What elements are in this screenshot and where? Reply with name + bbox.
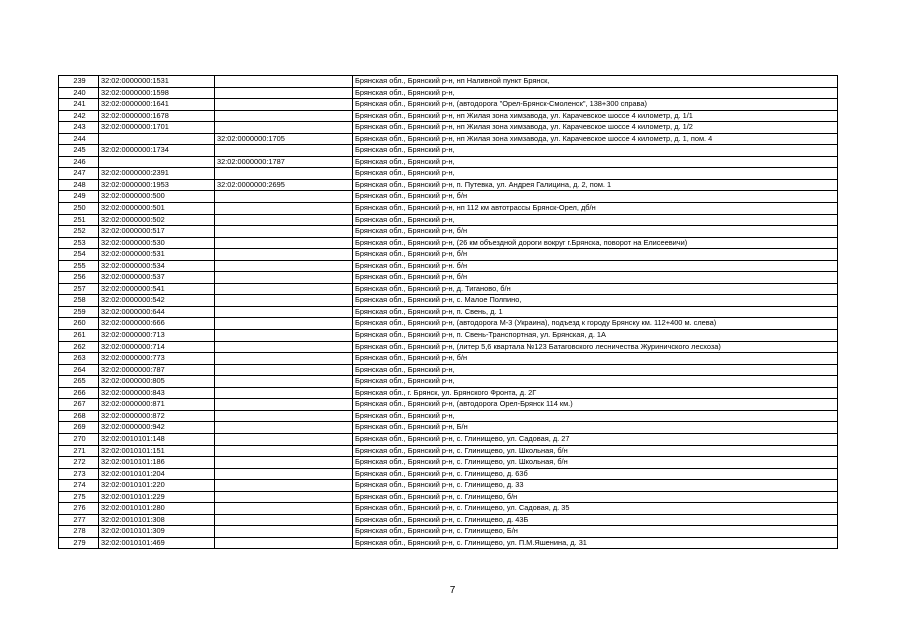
linked-cadastral-number-cell xyxy=(215,491,353,503)
row-number-cell: 247 xyxy=(59,168,99,180)
address-cell: Брянская обл., Брянский р-н, с. Глинищево, ул. П.М.Яшенина, д. 31 xyxy=(353,537,838,549)
table-row xyxy=(59,145,838,157)
table-row xyxy=(59,295,838,307)
linked-cadastral-number-cell xyxy=(215,503,353,515)
linked-cadastral-number-cell xyxy=(215,318,353,330)
cadastral-number-cell: 32:02:0000000:542 xyxy=(99,295,215,307)
table-row xyxy=(59,99,838,111)
address-cell: Брянская обл., Брянский р-н, (автодорога М-3 (Украина), подъезд к городу Брянску км. 112+400 м. слева) xyxy=(353,318,838,330)
row-number-cell: 273 xyxy=(59,468,99,480)
table-row xyxy=(59,422,838,434)
address-cell: Брянская обл., Брянский р-н, нп Жилая зона химзавода, ул. Карачевское шоссе 4 километр, д. 1, пом. 4 xyxy=(353,133,838,145)
row-number-cell: 263 xyxy=(59,353,99,365)
linked-cadastral-number-cell xyxy=(215,87,353,99)
row-number-cell: 256 xyxy=(59,272,99,284)
row-number-cell: 246 xyxy=(59,156,99,168)
linked-cadastral-number-cell xyxy=(215,410,353,422)
row-number-cell: 269 xyxy=(59,422,99,434)
address-cell: Брянская обл., Брянский р-н, нп Жилая зона химзавода, ул. Карачевское шоссе 4 километр, д. 1/1 xyxy=(353,110,838,122)
address-cell: Брянская обл., г. Брянск, ул. Брянского Фронта, д. 2Г xyxy=(353,387,838,399)
row-number-cell: 252 xyxy=(59,226,99,238)
linked-cadastral-number-cell xyxy=(215,457,353,469)
linked-cadastral-number-cell xyxy=(215,433,353,445)
cadastral-number-cell: 32:02:0010101:204 xyxy=(99,468,215,480)
linked-cadastral-number-cell xyxy=(215,168,353,180)
row-number-cell: 266 xyxy=(59,387,99,399)
cadastral-number-cell: 32:02:0010101:220 xyxy=(99,480,215,492)
row-number-cell: 267 xyxy=(59,399,99,411)
linked-cadastral-number-cell xyxy=(215,249,353,261)
row-number-cell: 279 xyxy=(59,537,99,549)
row-number-cell: 277 xyxy=(59,514,99,526)
table-row xyxy=(59,468,838,480)
cadastral-number-cell: 32:02:0000000:773 xyxy=(99,353,215,365)
table-row xyxy=(59,191,838,203)
cadastral-number-cell: 32:02:0000000:1598 xyxy=(99,87,215,99)
address-cell: Брянская обл., Брянский р-н, с. Глинищево, д. 43Б xyxy=(353,514,838,526)
linked-cadastral-number-cell xyxy=(215,445,353,457)
row-number-cell: 262 xyxy=(59,341,99,353)
linked-cadastral-number-cell xyxy=(215,341,353,353)
address-cell: Брянская обл., Брянский р-н, с. Глинищево, д. 63б xyxy=(353,468,838,480)
page-number: 7 xyxy=(449,585,456,596)
linked-cadastral-number-cell xyxy=(215,480,353,492)
address-cell: Брянская обл., Брянский р-н. б/н xyxy=(353,260,838,272)
linked-cadastral-number-cell xyxy=(215,122,353,134)
table-row xyxy=(59,156,838,168)
address-cell: Брянская обл., Брянский р-н, б/н xyxy=(353,353,838,365)
linked-cadastral-number-cell xyxy=(215,295,353,307)
address-cell: Брянская обл., Брянский р-н, с. Глинищево, Б/н xyxy=(353,526,838,538)
row-number-cell: 255 xyxy=(59,260,99,272)
table-row xyxy=(59,376,838,388)
cadastral-number-cell: 32:02:0000000:843 xyxy=(99,387,215,399)
row-number-cell: 275 xyxy=(59,491,99,503)
linked-cadastral-number-cell xyxy=(215,237,353,249)
row-number-cell: 276 xyxy=(59,503,99,515)
row-number-cell: 241 xyxy=(59,99,99,111)
cadastral-number-cell: 32:02:0000000:805 xyxy=(99,376,215,388)
row-number-cell: 270 xyxy=(59,433,99,445)
linked-cadastral-number-cell xyxy=(215,353,353,365)
table-row xyxy=(59,514,838,526)
row-number-cell: 240 xyxy=(59,87,99,99)
row-number-cell: 251 xyxy=(59,214,99,226)
row-number-cell: 250 xyxy=(59,203,99,215)
cadastral-number-cell: 32:02:0000000:714 xyxy=(99,341,215,353)
row-number-cell: 278 xyxy=(59,526,99,538)
cadastral-number-cell: 32:02:0000000:501 xyxy=(99,203,215,215)
cadastral-number-cell: 32:02:0000000:1678 xyxy=(99,110,215,122)
cadastral-number-cell: 32:02:0000000:1701 xyxy=(99,122,215,134)
table-row xyxy=(59,283,838,295)
row-number-cell: 258 xyxy=(59,295,99,307)
table-row xyxy=(59,272,838,284)
cadastral-number-cell: 32:02:0000000:787 xyxy=(99,364,215,376)
linked-cadastral-number-cell xyxy=(215,203,353,215)
row-number-cell: 274 xyxy=(59,480,99,492)
address-cell: Брянская обл., Брянский р-н, с. Глинищево, ул. Садовая, д. 27 xyxy=(353,433,838,445)
row-number-cell: 242 xyxy=(59,110,99,122)
table-row xyxy=(59,341,838,353)
table-row xyxy=(59,330,838,342)
table-row xyxy=(59,237,838,249)
address-cell: Брянская обл., Брянский р-н, с. Глинищево, б/н xyxy=(353,491,838,503)
linked-cadastral-number-cell xyxy=(215,306,353,318)
address-cell: Брянская обл., Брянский р-н, xyxy=(353,87,838,99)
cadastral-number-cell: 32:02:0000000:2391 xyxy=(99,168,215,180)
table-row xyxy=(59,76,838,88)
address-cell: Брянская обл., Брянский р-н, xyxy=(353,410,838,422)
address-cell: Брянская обл., Брянский р-н, д. Тиганово, б/н xyxy=(353,283,838,295)
address-cell: Брянская обл., Брянский р-н, п. Свень, д. 1 xyxy=(353,306,838,318)
address-cell: Брянская обл., Брянский р-н, xyxy=(353,156,838,168)
address-cell: Брянская обл., Брянский р-н, с. Глинищево, ул. Школьная, б/н xyxy=(353,457,838,469)
address-cell: Брянская обл., Брянский р-н, б/н xyxy=(353,191,838,203)
table-row xyxy=(59,122,838,134)
address-cell: Брянская обл., Брянский р-н, п. Путевка, ул. Андрея Галицина, д. 2, пом. 1 xyxy=(353,179,838,191)
linked-cadastral-number-cell xyxy=(215,387,353,399)
cadastral-number-cell: 32:02:0010101:186 xyxy=(99,457,215,469)
linked-cadastral-number-cell xyxy=(215,422,353,434)
address-cell: Брянская обл., Брянский р-н, (автодорога Орел-Брянск 114 км.) xyxy=(353,399,838,411)
address-cell: Брянская обл., Брянский р-н, Б/н xyxy=(353,422,838,434)
table-row xyxy=(59,168,838,180)
address-cell: Брянская обл., Брянский р-н, с. Глинищево, ул. Садовая, д. 35 xyxy=(353,503,838,515)
table-row xyxy=(59,214,838,226)
address-cell: Брянская обл., Брянский р-н, xyxy=(353,376,838,388)
table-row xyxy=(59,306,838,318)
cadastral-number-cell: 32:02:0000000:942 xyxy=(99,422,215,434)
row-number-cell: 248 xyxy=(59,179,99,191)
linked-cadastral-number-cell xyxy=(215,191,353,203)
row-number-cell: 243 xyxy=(59,122,99,134)
linked-cadastral-number-cell xyxy=(215,226,353,238)
registry-table-body xyxy=(59,76,838,549)
row-number-cell: 257 xyxy=(59,283,99,295)
row-number-cell: 254 xyxy=(59,249,99,261)
table-row xyxy=(59,179,838,191)
row-number-cell: 261 xyxy=(59,330,99,342)
cadastral-number-cell: 32:02:0000000:1641 xyxy=(99,99,215,111)
cadastral-number-cell: 32:02:0000000:500 xyxy=(99,191,215,203)
cadastral-number-cell: 32:02:0000000:872 xyxy=(99,410,215,422)
table-row xyxy=(59,537,838,549)
table-row xyxy=(59,364,838,376)
cadastral-number-cell: 32:02:0000000:1531 xyxy=(99,76,215,88)
row-number-cell: 259 xyxy=(59,306,99,318)
table-row xyxy=(59,226,838,238)
row-number-cell: 265 xyxy=(59,376,99,388)
linked-cadastral-number-cell xyxy=(215,399,353,411)
table-row xyxy=(59,249,838,261)
address-cell: Брянская обл., Брянский р-н, xyxy=(353,214,838,226)
linked-cadastral-number-cell xyxy=(215,514,353,526)
row-number-cell: 264 xyxy=(59,364,99,376)
linked-cadastral-number-cell xyxy=(215,145,353,157)
address-cell: Брянская обл., Брянский р-н, (автодорога "Орел-Брянск-Смоленск", 138+300 справа) xyxy=(353,99,838,111)
address-cell: Брянская обл., Брянский р-н, xyxy=(353,168,838,180)
table-row xyxy=(59,318,838,330)
linked-cadastral-number-cell: 32:02:0000000:2695 xyxy=(215,179,353,191)
linked-cadastral-number-cell xyxy=(215,214,353,226)
cadastral-number-cell: 32:02:0010101:280 xyxy=(99,503,215,515)
table-row xyxy=(59,387,838,399)
cadastral-number-cell: 32:02:0000000:517 xyxy=(99,226,215,238)
address-cell: Брянская обл., Брянский р-н, нп 112 км автотрассы Брянск-Орел, дб/н xyxy=(353,203,838,215)
cadastral-number-cell: 32:02:0000000:531 xyxy=(99,249,215,261)
cadastral-number-cell: 32:02:0010101:308 xyxy=(99,514,215,526)
cadastral-number-cell: 32:02:0000000:1953 xyxy=(99,179,215,191)
linked-cadastral-number-cell xyxy=(215,468,353,480)
linked-cadastral-number-cell xyxy=(215,260,353,272)
table-row xyxy=(59,353,838,365)
table-row xyxy=(59,399,838,411)
address-cell: Брянская обл., Брянский р-н, xyxy=(353,145,838,157)
row-number-cell: 272 xyxy=(59,457,99,469)
address-cell: Брянская обл., Брянский р-н, нп Жилая зона химзавода, ул. Карачевское шоссе 4 километр, д. 1/2 xyxy=(353,122,838,134)
cadastral-number-cell: 32:02:0010101:148 xyxy=(99,433,215,445)
linked-cadastral-number-cell xyxy=(215,99,353,111)
linked-cadastral-number-cell xyxy=(215,283,353,295)
cadastral-number-cell: 32:02:0000000:541 xyxy=(99,283,215,295)
table-row xyxy=(59,445,838,457)
cadastral-number-cell xyxy=(99,156,215,168)
address-cell: Брянская обл., Брянский р-н, б/н xyxy=(353,249,838,261)
table-row xyxy=(59,133,838,145)
cadastral-number-cell: 32:02:0000000:1734 xyxy=(99,145,215,157)
cadastral-registry-table xyxy=(58,75,838,549)
linked-cadastral-number-cell: 32:02:0000000:1705 xyxy=(215,133,353,145)
table-row xyxy=(59,526,838,538)
address-cell: Брянская обл., Брянский р-н, с. Глинищево, д. 33 xyxy=(353,480,838,492)
address-cell: Брянская обл., Брянский р-н, с. Малое Полпино, xyxy=(353,295,838,307)
address-cell: Брянская обл., Брянский р-н, xyxy=(353,364,838,376)
table-row xyxy=(59,203,838,215)
cadastral-number-cell: 32:02:0000000:530 xyxy=(99,237,215,249)
linked-cadastral-number-cell xyxy=(215,330,353,342)
row-number-cell: 260 xyxy=(59,318,99,330)
linked-cadastral-number-cell xyxy=(215,526,353,538)
linked-cadastral-number-cell xyxy=(215,537,353,549)
row-number-cell: 244 xyxy=(59,133,99,145)
row-number-cell: 253 xyxy=(59,237,99,249)
linked-cadastral-number-cell: 32:02:0000000:1787 xyxy=(215,156,353,168)
table-row xyxy=(59,410,838,422)
cadastral-number-cell: 32:02:0010101:469 xyxy=(99,537,215,549)
cadastral-number-cell: 32:02:0000000:537 xyxy=(99,272,215,284)
table-row xyxy=(59,87,838,99)
linked-cadastral-number-cell xyxy=(215,272,353,284)
row-number-cell: 268 xyxy=(59,410,99,422)
row-number-cell: 239 xyxy=(59,76,99,88)
table-row xyxy=(59,110,838,122)
cadastral-number-cell: 32:02:0000000:871 xyxy=(99,399,215,411)
cadastral-number-cell: 32:02:0010101:229 xyxy=(99,491,215,503)
table-row xyxy=(59,457,838,469)
cadastral-number-cell xyxy=(99,133,215,145)
address-cell: Брянская обл., Брянский р-н, с. Глинищево, ул. Школьная, б/н xyxy=(353,445,838,457)
address-cell: Брянская обл., Брянский р-н, (26 км объездной дороги вокруг г.Брянска, поворот на Елисеевичи) xyxy=(353,237,838,249)
cadastral-number-cell: 32:02:0010101:309 xyxy=(99,526,215,538)
row-number-cell: 245 xyxy=(59,145,99,157)
address-cell: Брянская обл., Брянский р-н, п. Свень-Транспортная, ул. Брянская, д. 1А xyxy=(353,330,838,342)
cadastral-number-cell: 32:02:0000000:534 xyxy=(99,260,215,272)
linked-cadastral-number-cell xyxy=(215,110,353,122)
table-row xyxy=(59,503,838,515)
table-row xyxy=(59,480,838,492)
address-cell: Брянская обл., Брянский р-н, б/н xyxy=(353,272,838,284)
linked-cadastral-number-cell xyxy=(215,376,353,388)
cadastral-number-cell: 32:02:0000000:644 xyxy=(99,306,215,318)
cadastral-number-cell: 32:02:0000000:713 xyxy=(99,330,215,342)
row-number-cell: 271 xyxy=(59,445,99,457)
table-row xyxy=(59,491,838,503)
address-cell: Брянская обл., Брянский р-н, нп Наливной пункт Брянск, xyxy=(353,76,838,88)
cadastral-number-cell: 32:02:0010101:151 xyxy=(99,445,215,457)
cadastral-number-cell: 32:02:0000000:502 xyxy=(99,214,215,226)
linked-cadastral-number-cell xyxy=(215,76,353,88)
table-row xyxy=(59,433,838,445)
address-cell: Брянская обл., Брянский р-н, б/н xyxy=(353,226,838,238)
cadastral-number-cell: 32:02:0000000:666 xyxy=(99,318,215,330)
table-row xyxy=(59,260,838,272)
address-cell: Брянская обл., Брянский р-н, (литер 5,6 квартала №123 Батаговского лесничества Журиничского лесхоза) xyxy=(353,341,838,353)
row-number-cell: 249 xyxy=(59,191,99,203)
linked-cadastral-number-cell xyxy=(215,364,353,376)
